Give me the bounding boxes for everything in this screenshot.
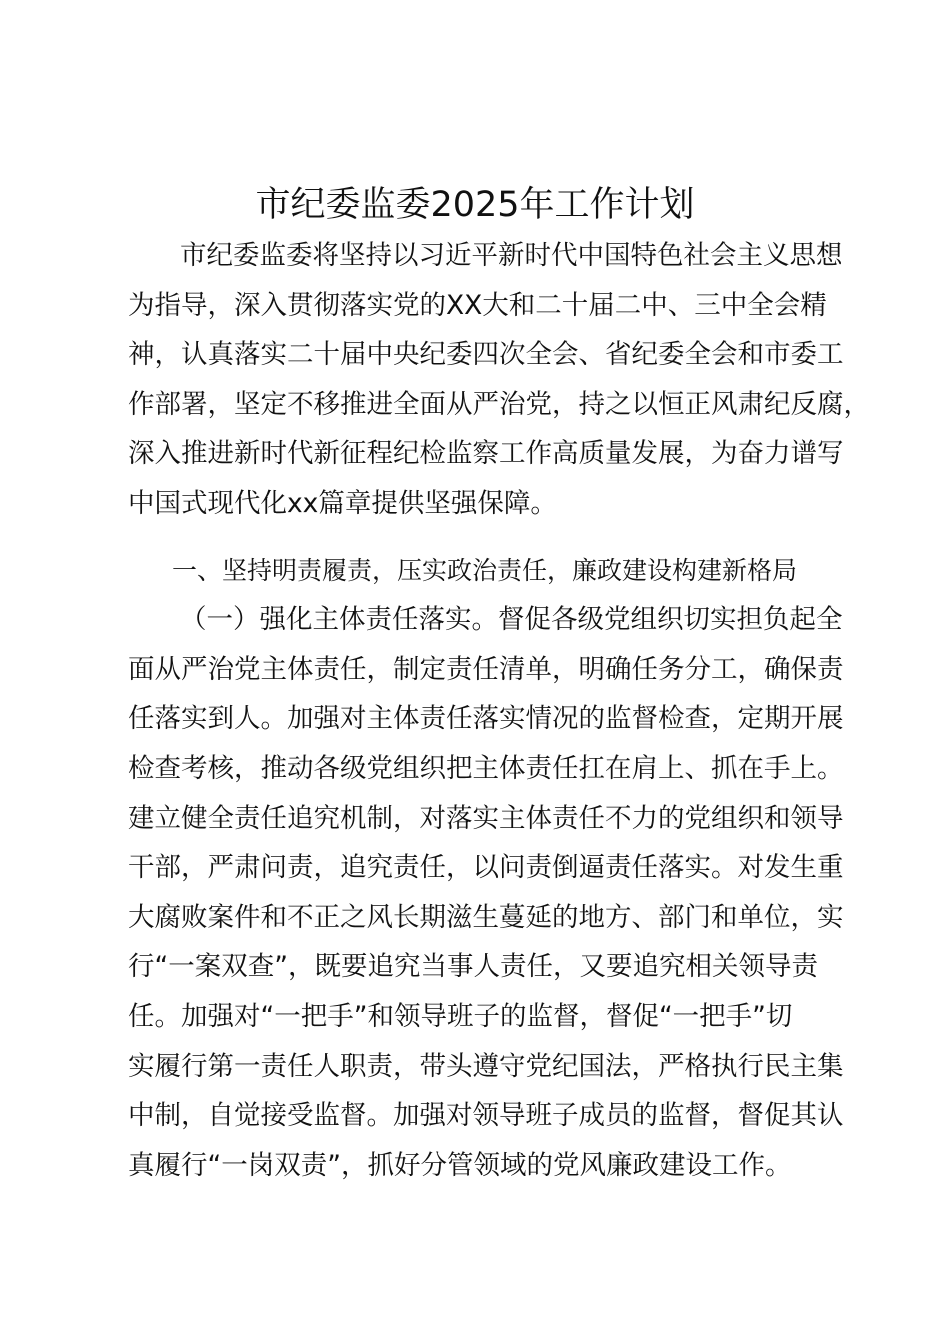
subsection-line: 任。加强对“一把手”和领导班子的监督，督促“一把手”切 <box>128 1000 793 1032</box>
intro-line: 作部署，坚定不移推进全面从严治党，持之以恒正风肃纪反腐， <box>128 388 870 420</box>
paragraph-gap <box>128 529 848 546</box>
subsection-line: 任落实到人。加强对主体责任落实情况的监督检查，定期开展 <box>128 703 844 735</box>
subsection-line: 中制，自觉接受监督。加强对领导班子成员的监督，督促其认 <box>128 1100 844 1132</box>
intro-line: 深入推进新时代新征程纪检监察工作高质量发展，为奋力谱写 <box>128 438 844 470</box>
subsection-line: 检查考核，推动各级党组织把主体责任扛在肩上、抓在手上。 <box>128 752 844 784</box>
section-heading: 一、坚持明责履责，压实政治责任，廉政建设构建新格局 <box>172 555 798 585</box>
intro-line: 市纪委监委将坚持以习近平新时代中国特色社会主义思想 <box>180 240 843 271</box>
document-title: 市纪委监委2025年工作计划 <box>255 185 695 225</box>
subsection-line: 面从严治党主体责任，制定责任清单，明确任务分工，确保责 <box>128 653 844 685</box>
subsection-line: （一）强化主体责任落实。督促各级党组织切实担负起全 <box>180 604 843 636</box>
subsection-line: 真履行“一岗双责”，抓好分管领域的党风廉政建设工作。 <box>128 1149 792 1181</box>
subsection-line: 行“一案双查”，既要追究当事人责任，又要追究相关领导责 <box>128 951 818 983</box>
subsection-line: 干部，严肃问责，追究责任，以问责倒逼责任落实。对发生重 <box>128 852 844 884</box>
intro-line: 为指导，深入贯彻落实党的XX大和二十届二中、三中全会精 <box>128 289 827 321</box>
subsection-line: 实履行第一责任人职责，带头遵守党纪国法，严格执行民主集 <box>128 1050 844 1082</box>
subsection-line: 建立健全责任追究机制，对落实主体责任不力的党组织和领导 <box>128 802 844 834</box>
intro-line: 神，认真落实二十届中央纪委四次全会、省纪委全会和市委工 <box>128 339 844 371</box>
document-body <box>128 231 870 1190</box>
intro-line: 中国式现代化xx篇章提供坚强保障。 <box>128 487 557 519</box>
subsection-line: 大腐败案件和不正之风长期滋生蔓延的地方、部门和单位，实 <box>128 901 844 933</box>
